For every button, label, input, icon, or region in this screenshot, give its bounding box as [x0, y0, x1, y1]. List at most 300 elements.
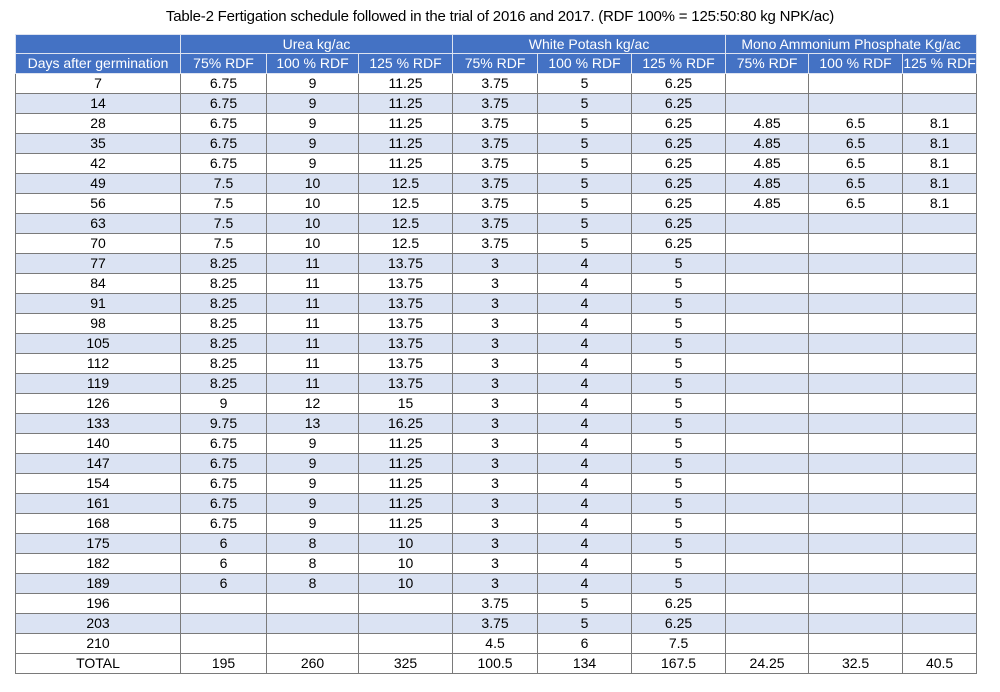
table-row [16, 574, 977, 594]
urea-100-cell: 9 [267, 514, 359, 534]
map-125-cell: 8.1 [903, 154, 977, 174]
urea-100-cell [267, 614, 359, 634]
map-75-cell [726, 314, 809, 334]
days-cell: 7 [16, 74, 181, 94]
table-row [16, 214, 977, 234]
urea-100-cell: 11 [267, 254, 359, 274]
table-row [16, 414, 977, 434]
map-125-cell [903, 294, 977, 314]
potash-125-cell: 6.25 [632, 194, 726, 214]
days-cell: 14 [16, 94, 181, 114]
total-map-75-cell: 24.25 [726, 654, 809, 674]
map-75-cell [726, 254, 809, 274]
column-header-urea-100: 100 % RDF [267, 54, 359, 74]
urea-75-cell: 6.75 [181, 494, 267, 514]
map-100-cell [809, 494, 903, 514]
urea-75-cell: 6.75 [181, 434, 267, 454]
days-cell: 203 [16, 614, 181, 634]
urea-125-cell: 11.25 [359, 434, 453, 454]
urea-100-cell: 10 [267, 214, 359, 234]
potash-125-cell: 5 [632, 254, 726, 274]
urea-100-cell: 12 [267, 394, 359, 414]
map-75-cell [726, 334, 809, 354]
days-cell: 112 [16, 354, 181, 374]
potash-100-cell: 4 [538, 534, 632, 554]
urea-100-cell: 9 [267, 154, 359, 174]
map-125-cell [903, 634, 977, 654]
urea-75-cell: 6.75 [181, 474, 267, 494]
map-100-cell: 6.5 [809, 154, 903, 174]
map-75-cell [726, 414, 809, 434]
days-cell: 182 [16, 554, 181, 574]
potash-100-cell: 4 [538, 254, 632, 274]
urea-100-cell: 11 [267, 274, 359, 294]
map-75-cell [726, 554, 809, 574]
table-container [15, 34, 976, 674]
map-100-cell [809, 574, 903, 594]
map-125-cell [903, 554, 977, 574]
table-row [16, 634, 977, 654]
map-100-cell [809, 254, 903, 274]
days-cell: 35 [16, 134, 181, 154]
potash-75-cell: 3 [453, 394, 538, 414]
potash-125-cell: 5 [632, 534, 726, 554]
urea-75-cell [181, 594, 267, 614]
map-75-cell [726, 614, 809, 634]
potash-125-cell: 6.25 [632, 74, 726, 94]
urea-125-cell: 12.5 [359, 234, 453, 254]
potash-75-cell: 3 [453, 294, 538, 314]
map-125-cell [903, 314, 977, 334]
potash-75-cell: 3 [453, 474, 538, 494]
map-100-cell [809, 234, 903, 254]
map-100-cell [809, 594, 903, 614]
days-cell: 119 [16, 374, 181, 394]
map-125-cell [903, 434, 977, 454]
potash-125-cell: 5 [632, 574, 726, 594]
table-body [16, 74, 977, 674]
urea-75-cell: 7.5 [181, 174, 267, 194]
potash-125-cell: 6.25 [632, 614, 726, 634]
potash-75-cell: 3.75 [453, 154, 538, 174]
urea-75-cell: 6.75 [181, 74, 267, 94]
group-header-row [16, 35, 977, 54]
potash-125-cell: 5 [632, 394, 726, 414]
map-75-cell [726, 574, 809, 594]
map-75-cell: 4.85 [726, 134, 809, 154]
column-header-potash-125: 125 % RDF [632, 54, 726, 74]
map-75-cell [726, 274, 809, 294]
urea-75-cell: 7.5 [181, 214, 267, 234]
table-row [16, 274, 977, 294]
urea-125-cell: 10 [359, 574, 453, 594]
urea-125-cell: 10 [359, 554, 453, 574]
map-100-cell [809, 474, 903, 494]
potash-100-cell: 4 [538, 514, 632, 534]
map-125-cell [903, 334, 977, 354]
table-row [16, 314, 977, 334]
potash-125-cell: 6.25 [632, 594, 726, 614]
map-75-cell [726, 454, 809, 474]
potash-100-cell: 4 [538, 354, 632, 374]
days-cell: 77 [16, 254, 181, 274]
column-header-map-75: 75% RDF [726, 54, 809, 74]
potash-75-cell: 3.75 [453, 194, 538, 214]
urea-125-cell: 11.25 [359, 454, 453, 474]
map-75-cell [726, 294, 809, 314]
potash-75-cell: 3 [453, 374, 538, 394]
potash-125-cell: 5 [632, 414, 726, 434]
potash-75-cell: 3 [453, 494, 538, 514]
table-row [16, 134, 977, 154]
urea-125-cell: 12.5 [359, 194, 453, 214]
total-urea-75-cell: 195 [181, 654, 267, 674]
table-row [16, 494, 977, 514]
total-potash-100-cell: 134 [538, 654, 632, 674]
map-125-cell [903, 354, 977, 374]
map-125-cell [903, 454, 977, 474]
days-cell: 140 [16, 434, 181, 454]
map-125-cell [903, 614, 977, 634]
days-cell: 154 [16, 474, 181, 494]
group-header-blank [16, 35, 181, 54]
table-row [16, 154, 977, 174]
potash-100-cell: 6 [538, 634, 632, 654]
map-75-cell [726, 374, 809, 394]
map-125-cell [903, 594, 977, 614]
map-125-cell: 8.1 [903, 174, 977, 194]
urea-100-cell: 11 [267, 334, 359, 354]
urea-125-cell: 12.5 [359, 174, 453, 194]
urea-100-cell: 9 [267, 134, 359, 154]
urea-100-cell: 11 [267, 354, 359, 374]
map-125-cell [903, 414, 977, 434]
days-cell: 42 [16, 154, 181, 174]
urea-125-cell: 11.25 [359, 474, 453, 494]
urea-125-cell: 11.25 [359, 74, 453, 94]
urea-100-cell: 9 [267, 114, 359, 134]
urea-125-cell: 16.25 [359, 414, 453, 434]
map-100-cell [809, 454, 903, 474]
map-75-cell [726, 594, 809, 614]
potash-100-cell: 4 [538, 434, 632, 454]
urea-75-cell: 6.75 [181, 514, 267, 534]
potash-100-cell: 5 [538, 134, 632, 154]
potash-75-cell: 3.75 [453, 614, 538, 634]
urea-100-cell [267, 594, 359, 614]
urea-75-cell: 6 [181, 574, 267, 594]
urea-125-cell: 11.25 [359, 494, 453, 514]
urea-100-cell: 8 [267, 574, 359, 594]
potash-75-cell: 3 [453, 354, 538, 374]
map-100-cell [809, 94, 903, 114]
map-75-cell: 4.85 [726, 154, 809, 174]
map-125-cell [903, 274, 977, 294]
urea-125-cell: 11.25 [359, 114, 453, 134]
urea-75-cell: 6.75 [181, 154, 267, 174]
days-cell: 161 [16, 494, 181, 514]
urea-75-cell: 6.75 [181, 114, 267, 134]
potash-100-cell: 5 [538, 234, 632, 254]
map-75-cell [726, 394, 809, 414]
total-row [16, 654, 977, 674]
potash-75-cell: 3.75 [453, 594, 538, 614]
column-header-potash-100: 100 % RDF [538, 54, 632, 74]
potash-100-cell: 5 [538, 194, 632, 214]
days-cell: 147 [16, 454, 181, 474]
potash-100-cell: 4 [538, 474, 632, 494]
table-row [16, 234, 977, 254]
urea-100-cell: 8 [267, 534, 359, 554]
map-75-cell [726, 74, 809, 94]
urea-125-cell: 10 [359, 534, 453, 554]
potash-75-cell: 3.75 [453, 94, 538, 114]
potash-125-cell: 6.25 [632, 214, 726, 234]
total-label: TOTAL [16, 654, 181, 674]
map-125-cell [903, 494, 977, 514]
potash-125-cell: 6.25 [632, 174, 726, 194]
column-header-map-125: 125 % RDF [903, 54, 977, 74]
fertigation-table [15, 34, 977, 674]
table-row [16, 94, 977, 114]
urea-100-cell: 9 [267, 474, 359, 494]
urea-75-cell: 6 [181, 534, 267, 554]
potash-75-cell: 4.5 [453, 634, 538, 654]
map-125-cell [903, 474, 977, 494]
map-100-cell [809, 394, 903, 414]
map-100-cell [809, 634, 903, 654]
table-row [16, 394, 977, 414]
urea-100-cell: 9 [267, 94, 359, 114]
potash-125-cell: 6.25 [632, 94, 726, 114]
map-125-cell [903, 74, 977, 94]
days-cell: 196 [16, 594, 181, 614]
table-row [16, 614, 977, 634]
table-row [16, 374, 977, 394]
potash-100-cell: 5 [538, 594, 632, 614]
urea-100-cell: 9 [267, 494, 359, 514]
map-75-cell [726, 214, 809, 234]
days-cell: 98 [16, 314, 181, 334]
table-row [16, 74, 977, 94]
potash-100-cell: 5 [538, 74, 632, 94]
map-100-cell [809, 534, 903, 554]
map-125-cell [903, 94, 977, 114]
days-cell: 105 [16, 334, 181, 354]
map-75-cell [726, 474, 809, 494]
urea-100-cell: 13 [267, 414, 359, 434]
potash-100-cell: 4 [538, 274, 632, 294]
urea-125-cell: 13.75 [359, 274, 453, 294]
urea-100-cell: 10 [267, 174, 359, 194]
table-row [16, 434, 977, 454]
potash-100-cell: 5 [538, 174, 632, 194]
potash-100-cell: 5 [538, 214, 632, 234]
map-75-cell [726, 634, 809, 654]
urea-125-cell: 11.25 [359, 514, 453, 534]
urea-100-cell: 9 [267, 74, 359, 94]
map-75-cell: 4.85 [726, 114, 809, 134]
potash-75-cell: 3 [453, 554, 538, 574]
potash-75-cell: 3.75 [453, 234, 538, 254]
urea-75-cell: 9.75 [181, 414, 267, 434]
potash-100-cell: 5 [538, 154, 632, 174]
potash-125-cell: 6.25 [632, 154, 726, 174]
days-cell: 133 [16, 414, 181, 434]
potash-75-cell: 3.75 [453, 214, 538, 234]
table-title: Table-2 Fertigation schedule followed in the trial of 2016 and 2017. (RDF 100% = 125:50:80 kg NPK/ac) [165, 8, 835, 25]
urea-125-cell: 15 [359, 394, 453, 414]
days-cell: 91 [16, 294, 181, 314]
urea-75-cell: 8.25 [181, 254, 267, 274]
potash-100-cell: 4 [538, 294, 632, 314]
group-header-white-potash: White Potash kg/ac [453, 35, 726, 54]
map-125-cell: 8.1 [903, 194, 977, 214]
urea-75-cell: 8.25 [181, 334, 267, 354]
map-75-cell [726, 234, 809, 254]
potash-125-cell: 6.25 [632, 134, 726, 154]
potash-125-cell: 5 [632, 374, 726, 394]
urea-125-cell: 13.75 [359, 374, 453, 394]
map-125-cell [903, 574, 977, 594]
urea-75-cell: 6.75 [181, 134, 267, 154]
urea-100-cell [267, 634, 359, 654]
potash-125-cell: 5 [632, 294, 726, 314]
urea-75-cell: 7.5 [181, 194, 267, 214]
urea-75-cell: 8.25 [181, 274, 267, 294]
map-100-cell [809, 294, 903, 314]
potash-100-cell: 4 [538, 394, 632, 414]
potash-100-cell: 4 [538, 414, 632, 434]
urea-75-cell: 7.5 [181, 234, 267, 254]
map-100-cell [809, 354, 903, 374]
potash-125-cell: 5 [632, 514, 726, 534]
map-100-cell [809, 374, 903, 394]
potash-125-cell: 6.25 [632, 114, 726, 134]
table-row [16, 354, 977, 374]
table-row [16, 174, 977, 194]
table-row [16, 554, 977, 574]
column-header-days: Days after germination [16, 54, 181, 74]
potash-75-cell: 3.75 [453, 74, 538, 94]
urea-100-cell: 10 [267, 194, 359, 214]
urea-75-cell [181, 634, 267, 654]
map-125-cell: 8.1 [903, 114, 977, 134]
potash-75-cell: 3 [453, 534, 538, 554]
urea-125-cell: 11.25 [359, 94, 453, 114]
potash-100-cell: 5 [538, 114, 632, 134]
table-row [16, 454, 977, 474]
total-potash-75-cell: 100.5 [453, 654, 538, 674]
total-urea-100-cell: 260 [267, 654, 359, 674]
urea-100-cell: 11 [267, 314, 359, 334]
potash-75-cell: 3 [453, 414, 538, 434]
urea-100-cell: 11 [267, 374, 359, 394]
days-cell: 63 [16, 214, 181, 234]
urea-75-cell: 8.25 [181, 374, 267, 394]
potash-125-cell: 7.5 [632, 634, 726, 654]
urea-125-cell [359, 634, 453, 654]
map-75-cell: 4.85 [726, 174, 809, 194]
total-potash-125-cell: 167.5 [632, 654, 726, 674]
urea-125-cell: 13.75 [359, 334, 453, 354]
urea-75-cell: 8.25 [181, 314, 267, 334]
map-100-cell [809, 414, 903, 434]
potash-125-cell: 5 [632, 434, 726, 454]
group-header-urea: Urea kg/ac [181, 35, 453, 54]
urea-100-cell: 11 [267, 294, 359, 314]
potash-75-cell: 3 [453, 574, 538, 594]
urea-125-cell: 13.75 [359, 254, 453, 274]
map-75-cell [726, 514, 809, 534]
urea-125-cell: 12.5 [359, 214, 453, 234]
potash-100-cell: 5 [538, 614, 632, 634]
potash-75-cell: 3.75 [453, 174, 538, 194]
potash-125-cell: 5 [632, 274, 726, 294]
urea-75-cell: 9 [181, 394, 267, 414]
days-cell: 28 [16, 114, 181, 134]
days-cell: 70 [16, 234, 181, 254]
table-row [16, 114, 977, 134]
days-cell: 56 [16, 194, 181, 214]
urea-75-cell: 8.25 [181, 294, 267, 314]
potash-100-cell: 4 [538, 554, 632, 574]
potash-125-cell: 5 [632, 454, 726, 474]
potash-125-cell: 5 [632, 554, 726, 574]
potash-75-cell: 3 [453, 254, 538, 274]
table-row [16, 254, 977, 274]
table-row [16, 514, 977, 534]
potash-100-cell: 5 [538, 94, 632, 114]
urea-125-cell [359, 594, 453, 614]
potash-75-cell: 3 [453, 314, 538, 334]
map-100-cell [809, 434, 903, 454]
potash-100-cell: 4 [538, 374, 632, 394]
map-100-cell: 6.5 [809, 194, 903, 214]
urea-125-cell: 13.75 [359, 314, 453, 334]
potash-100-cell: 4 [538, 314, 632, 334]
map-100-cell: 6.5 [809, 174, 903, 194]
map-125-cell [903, 534, 977, 554]
urea-125-cell: 13.75 [359, 294, 453, 314]
potash-125-cell: 5 [632, 494, 726, 514]
map-100-cell [809, 74, 903, 94]
map-125-cell [903, 374, 977, 394]
days-cell: 210 [16, 634, 181, 654]
potash-125-cell: 5 [632, 474, 726, 494]
column-header-urea-125: 125 % RDF [359, 54, 453, 74]
total-map-100-cell: 32.5 [809, 654, 903, 674]
urea-100-cell: 8 [267, 554, 359, 574]
map-100-cell [809, 214, 903, 234]
map-100-cell [809, 334, 903, 354]
urea-125-cell [359, 614, 453, 634]
map-100-cell [809, 514, 903, 534]
urea-75-cell [181, 614, 267, 634]
map-125-cell [903, 514, 977, 534]
total-urea-125-cell: 325 [359, 654, 453, 674]
urea-75-cell: 6 [181, 554, 267, 574]
potash-75-cell: 3.75 [453, 134, 538, 154]
days-cell: 175 [16, 534, 181, 554]
potash-75-cell: 3 [453, 434, 538, 454]
table-row [16, 194, 977, 214]
urea-125-cell: 11.25 [359, 134, 453, 154]
potash-75-cell: 3 [453, 514, 538, 534]
table-row [16, 534, 977, 554]
table-row [16, 334, 977, 354]
table-row [16, 594, 977, 614]
